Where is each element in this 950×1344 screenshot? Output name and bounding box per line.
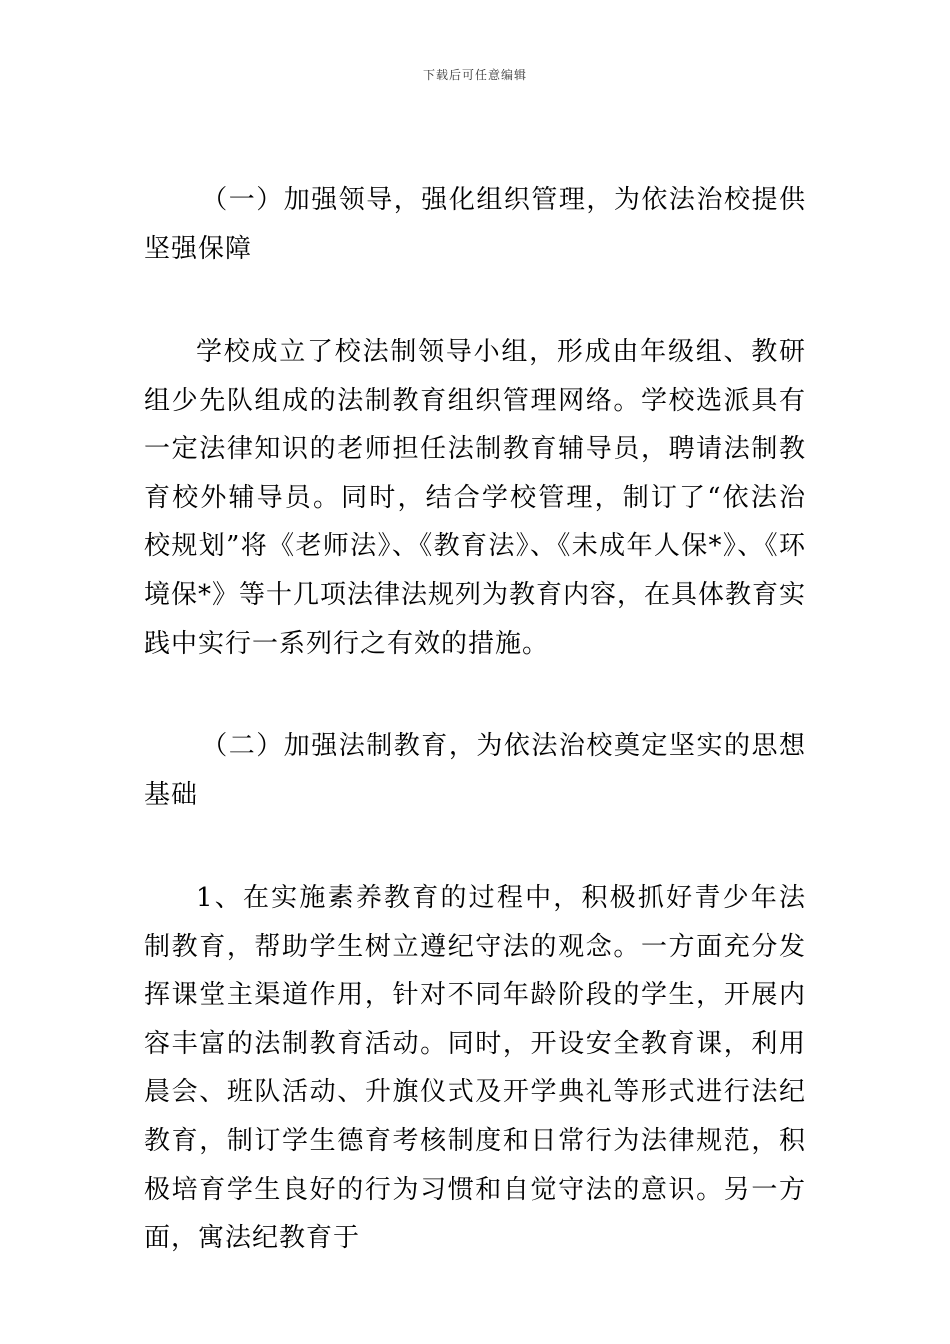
section-paragraph: 1、在实施素养教育的过程中，积极抓好青少年法制教育，帮助学生树立遵纪守法的观念。一方面充分发挥课堂主渠道作用，针对不同年龄阶段的学生，开展内容丰富的法制教育活动。同时，开设安全教育课，利用晨会、班队活动、升旗仪式及开学典礼等形式进行法纪教育，制订学生德育考核制度和日常行为法律规范，积极培育学生良好的行为习惯和自觉守法的意识。另一方面，寓法纪教育于: [144, 883, 806, 1254]
page-header: 下载后可任意编辑: [422, 68, 527, 82]
section-heading: （一）加强领导，强化组织管理，为依法治校提供坚强保障: [144, 185, 806, 264]
section-heading: （二）加强法制教育，为依法治校奠定坚实的思想基础: [144, 731, 806, 810]
section-paragraph: 学校成立了校法制领导小组，形成由年级组、教研组少先队组成的法制教育组织管理网络。学校选派具有一定法律知识的老师担任法制教育辅导员，聘请法制教育校外辅导员。同时，结合学校管理，制订了“依法治校规划”将《老师法》、《教育法》、《未成年人保*》、《环境保*》等十几项法律法规列为教育内容，在具体教育实践中实行一系列行之有效的措施。: [144, 337, 807, 659]
